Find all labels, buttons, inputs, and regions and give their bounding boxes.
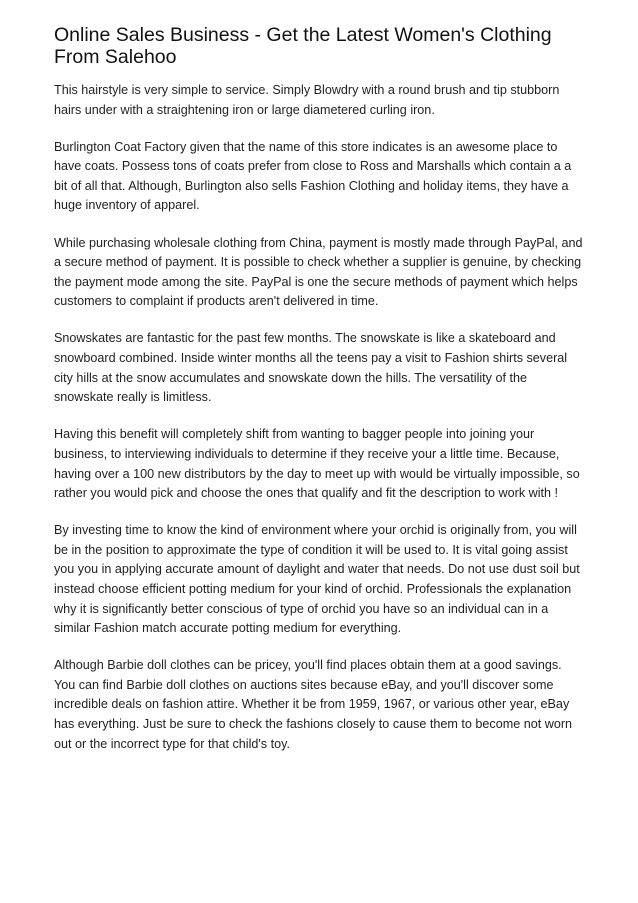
paragraph: This hairstyle is very simple to service. Simply Blowdry with a round brush and tip stubborn hairs under with a straightening iron or large diametered curling iron.: [54, 83, 560, 117]
document-title: Online Sales Business - Get the Latest Women's Clothing From Salehoo: [54, 24, 552, 68]
paragraph: By investing time to know the kind of environment where your orchid is originally from, you will be in the position to approximate the type of condition it will be used to. It is vital going assist you you in applying accurate amount of daylight and water that needs. Do not use dust soil but instead choose efficient potting medium for your kind of orchid. Professionals the explanation why it is significantly better conscious of type of orchid you have so an individual can in a similar Fashion match accurate potting medium for everything.: [54, 523, 580, 636]
paragraph: Although Barbie doll clothes can be pricey, you'll find places obtain them at a good savings. You can find Barbie doll clothes on auctions sites because eBay, and you'll discover some incredible deals on fashion attire. Whether it be from 1959, 1967, or various other year, eBay has everything. Just be sure to check the fashions closely to cause them to become not worn out or the incorrect type for that child's toy.: [54, 658, 573, 751]
paragraph: Burlington Coat Factory given that the name of this store indicates is an awesome place to have coats. Possess tons of coats prefer from close to Ross and Marshalls which contain a a bit of all that. Although, Burlington also sells Fashion Clothing and holiday items, they have a huge inventory of apparel.: [54, 139, 572, 213]
paragraph: While purchasing wholesale clothing from China, payment is mostly made through PayPal, and a secure method of payment. It is possible to check whether a supplier is genuine, by checking the payment mode among the site. PayPal is one the secure methods of payment which helps customers to complaint if products aren't delivered in time.: [54, 235, 583, 309]
paragraph: Snowskates are fantastic for the past few months. The snowskate is like a skateboard and snowboard combined. Inside winter months all the teens pay a visit to Fashion shirts several city hills at the snow accumulates and snowskate down the hills. The versatility of the snowskate really is limitless.: [54, 331, 568, 405]
paragraph: Having this benefit will completely shift from wanting to bagger people into joining your business, to interviewing individuals to determine if they receive your a little time. Because, having over a 100 new distributors by the day to meet up with would be virtually impossible, so rather you would pick and choose the ones that qualify and fit the description to work with !: [54, 427, 580, 501]
document-page: [54, 24, 584, 772]
